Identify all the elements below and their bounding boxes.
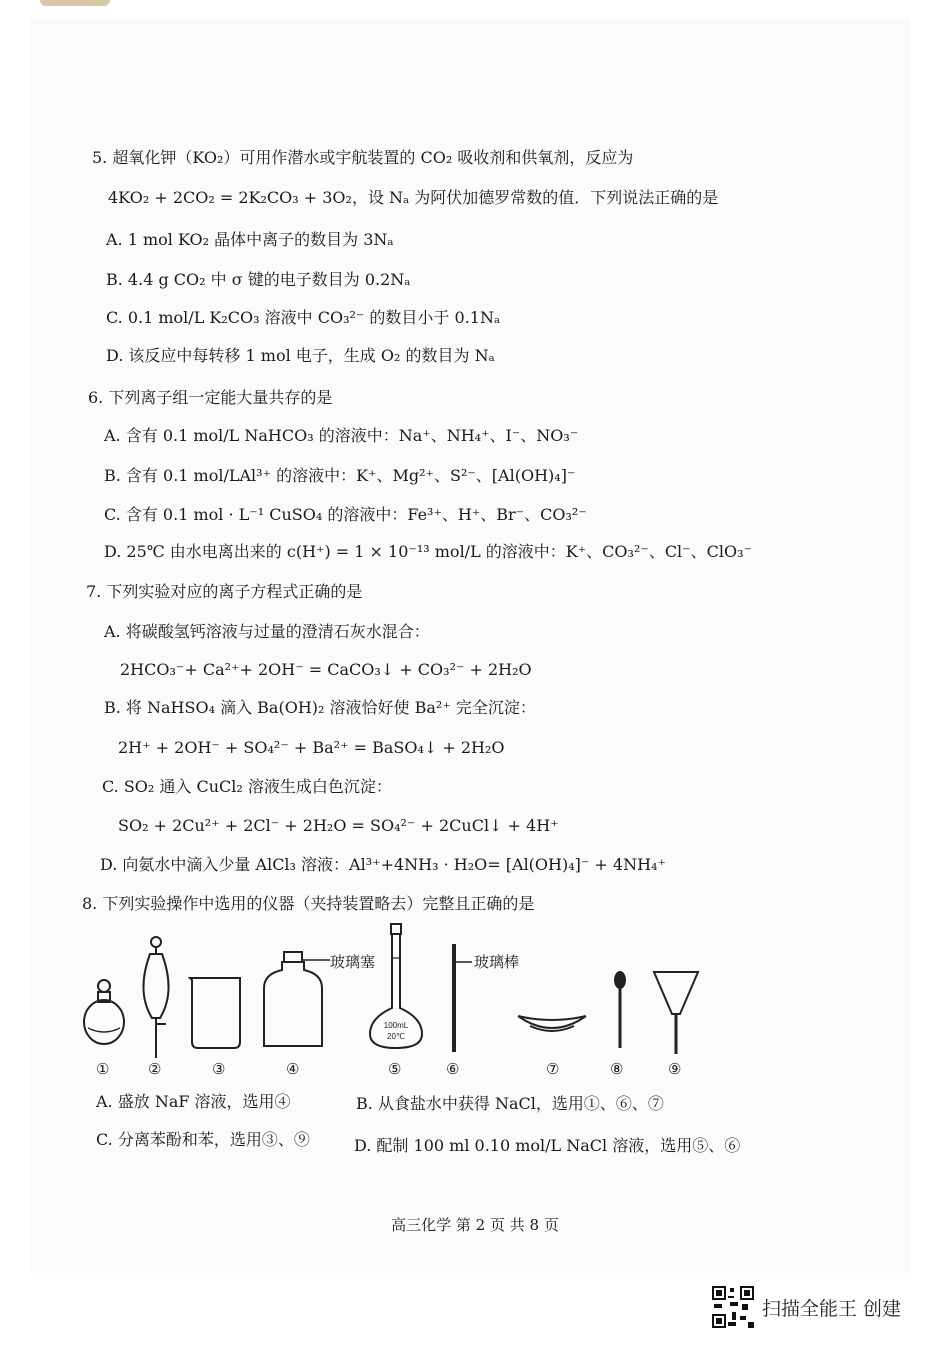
apparatus-number-4: ④ xyxy=(286,1060,300,1078)
q5-option-b: B. 4.4 g CO₂ 中 σ 键的电子数目为 0.2Nₐ xyxy=(106,270,411,289)
separatory-funnel-drawing xyxy=(143,937,168,1058)
flask-temperature-mark: 20℃ xyxy=(387,1032,405,1041)
q7-option-b-equation: 2H⁺ + 2OH⁻ + SO₄²⁻ + Ba²⁺ = BaSO₄↓ + 2H₂O xyxy=(118,738,505,757)
q8-stem: 8. 下列实验操作中选用的仪器（夹持装置略去）完整且正确的是 xyxy=(82,894,535,913)
q6-stem: 6. 下列离子组一定能大量共存的是 xyxy=(88,388,333,407)
q6-option-c: C. 含有 0.1 mol · L⁻¹ CuSO₄ 的溶液中：Fe³⁺、H⁺、Br⁻、CO₃²⁻ xyxy=(104,505,587,524)
q5-stem-line1: 5. 超氧化钾（KO₂）可用作潜水或宇航装置的 CO₂ 吸收剂和供氧剂，反应为 xyxy=(92,148,634,167)
apparatus-number-6: ⑥ xyxy=(446,1060,460,1078)
label-glass-stopper: 玻璃塞 xyxy=(330,953,376,971)
q7-option-b: B. 将 NaHSO₄ 滴入 Ba(OH)₂ 溶液恰好使 Ba²⁺ 完全沉淀： xyxy=(104,698,536,717)
q6-option-b: B. 含有 0.1 mol/LAl³⁺ 的溶液中：K⁺、Mg²⁺、S²⁻、[Al(OH)₄]⁻ xyxy=(104,466,576,485)
q8-option-b: B. 从食盐水中获得 NaCl，选用①、⑥、⑦ xyxy=(356,1094,664,1113)
page-corner-mark xyxy=(40,0,110,6)
q6-option-a: A. 含有 0.1 mol/L NaHCO₃ 的溶液中：Na⁺、NH₄⁺、I⁻、NO₃⁻ xyxy=(104,426,579,445)
apparatus-number-7: ⑦ xyxy=(546,1060,560,1078)
q7-stem: 7. 下列实验对应的离子方程式正确的是 xyxy=(86,582,363,601)
evaporating-dish-drawing xyxy=(518,1016,586,1031)
q5-option-a: A. 1 mol KO₂ 晶体中离子的数目为 3Nₐ xyxy=(106,230,394,249)
q7-option-c-equation: SO₂ + 2Cu²⁺ + 2Cl⁻ + 2H₂O = SO₄²⁻ + 2CuCl↓ + 4H⁺ xyxy=(118,816,559,835)
beaker-drawing xyxy=(190,978,240,1048)
apparatus-number-3: ③ xyxy=(212,1060,226,1078)
q7-option-c: C. SO₂ 通入 CuCl₂ 溶液生成白色沉淀： xyxy=(102,777,392,796)
dropper-drawing xyxy=(615,972,625,1048)
q8-option-d: D. 配制 100 ml 0.10 mol/L NaCl 溶液，选用⑤、⑥ xyxy=(354,1136,741,1155)
qr-code-icon xyxy=(712,1286,754,1328)
alcohol-lamp-drawing xyxy=(84,980,124,1044)
q8-option-c: C. 分离苯酚和苯，选用③、⑨ xyxy=(96,1130,310,1149)
apparatus-number-9: ⑨ xyxy=(668,1060,682,1078)
q7-option-a-equation: 2HCO₃⁻+ Ca²⁺+ 2OH⁻ = CaCO₃↓ + CO₃²⁻ + 2H₂O xyxy=(120,660,532,679)
scanner-watermark xyxy=(712,1286,901,1328)
scanner-watermark-text: 扫描全能王 创建 xyxy=(762,1297,902,1320)
apparatus-number-8: ⑧ xyxy=(610,1060,624,1078)
q5-option-c: C. 0.1 mol/L K₂CO₃ 溶液中 CO₃²⁻ 的数目小于 0.1Nₐ xyxy=(106,308,501,327)
glass-rod-drawing xyxy=(454,944,472,1052)
reagent-bottle-drawing xyxy=(264,952,330,1046)
apparatus-number-2: ② xyxy=(148,1060,162,1078)
q7-option-d: D. 向氨水中滴入少量 AlCl₃ 溶液：Al³⁺+4NH₃ · H₂O= [Al(OH)₄]⁻ + 4NH₄⁺ xyxy=(100,855,666,874)
label-glass-rod: 玻璃棒 xyxy=(474,953,520,971)
funnel-drawing xyxy=(654,972,698,1054)
page-footer: 高三化学 第 2 页 共 8 页 xyxy=(391,1216,559,1234)
apparatus-number-5: ⑤ xyxy=(388,1060,402,1078)
flask-volume-mark: 100mL xyxy=(383,1021,409,1030)
q5-option-d: D. 该反应中每转移 1 mol 电子，生成 O₂ 的数目为 Nₐ xyxy=(106,346,495,365)
lab-apparatus-figure xyxy=(78,922,738,1062)
q6-option-d: D. 25℃ 由水电离出来的 c(H⁺) = 1 × 10⁻¹³ mol/L 的溶液中：K⁺、CO₃²⁻、Cl⁻、ClO₃⁻ xyxy=(104,542,752,561)
apparatus-number-1: ① xyxy=(96,1060,110,1078)
q7-option-a: A. 将碳酸氢钙溶液与过量的澄清石灰水混合： xyxy=(104,622,430,641)
q8-option-a: A. 盛放 NaF 溶液，选用④ xyxy=(96,1092,291,1111)
q5-stem-line2: 4KO₂ + 2CO₂ = 2K₂CO₃ + 3O₂，设 Nₐ 为阿伏加德罗常数的值．下列说法正确的是 xyxy=(108,188,719,207)
